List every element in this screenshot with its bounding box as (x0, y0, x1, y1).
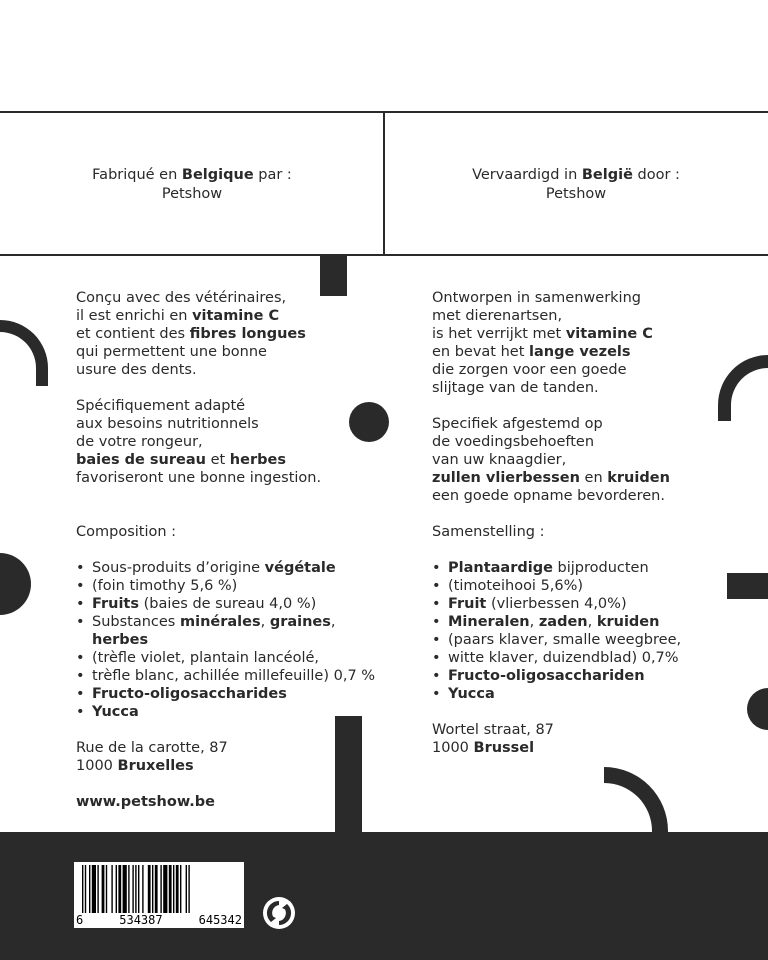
maker-fr: Fabriqué en Belgique par : Petshow (0, 166, 384, 204)
barcode-bar (176, 865, 179, 913)
nl-composition-list (432, 559, 722, 703)
list-item: • Mineralen, zaden, kruiden (432, 614, 660, 630)
barcode-bar (128, 865, 129, 913)
barcode-bar (135, 865, 136, 913)
deco-left-arc (0, 320, 50, 386)
maker-nl: Vervaardigd in België door : Petshow (384, 166, 768, 204)
list-item: • trèfle blanc, achillée millefeuille) 0,7 % (76, 668, 376, 684)
list-item: • Fructo-oligosaccharides (76, 686, 287, 702)
barcode-bar (163, 865, 167, 913)
nl-intro: Ontworpen in samenwerking met dierenartsen, is het verrijkt met vitamine C en bevat het lange vezels die zorgen voor een goede slijtage van de tanden. (432, 290, 653, 396)
barcode-bar (92, 865, 96, 913)
barcode-bar (82, 865, 83, 913)
deco-right-bar (727, 573, 768, 599)
list-item: • Yucca (76, 704, 139, 720)
list-item: • Sous-produits d’origine végétale (76, 560, 336, 576)
barcode-digits: 6 534387 645342 (76, 913, 242, 927)
list-item: • Fruit (vlierbessen 4,0%) (432, 596, 627, 612)
barcode-bar (97, 865, 98, 913)
green-dot-recycle-icon (262, 896, 296, 930)
barcode (74, 862, 244, 928)
barcode-bar (160, 865, 161, 913)
maker-fr-company: Petshow (161, 186, 223, 202)
list-item: • (trèfle violet, plantain lancéolé, (76, 650, 320, 666)
list-item: • (timoteihooi 5,6%) (432, 578, 584, 594)
fr-composition-title: Composition : (76, 524, 177, 540)
list-item: • Yucca (432, 686, 495, 702)
barcode-bar (173, 865, 174, 913)
list-item: • Fruits (baies de sureau 4,0 %) (76, 596, 317, 612)
fr-intro: Conçu avec des vétérinaires, il est enrichi en vitamine C et contient des fibres longues qui permettent une bonne usure des dents. (76, 290, 306, 378)
barcode-bar (188, 865, 189, 913)
deco-left-half-circle (0, 553, 32, 617)
fr-adapt: Spécifiquement adapté aux besoins nutritionnels de votre rongeur, baies de sureau et herbes favoriseront une bonne ingestion. (76, 398, 322, 486)
barcode-bar (85, 865, 86, 913)
barcode-bar (148, 865, 151, 913)
deco-bottom-arc (604, 767, 668, 833)
list-item: • Fructo-oligosacchariden (432, 668, 645, 684)
nl-address: Wortel straat, 87 1000 Brussel (432, 722, 554, 756)
barcode-bars (82, 865, 236, 913)
website-link[interactable]: www.petshow.be (76, 794, 216, 810)
barcode-bar (111, 865, 112, 913)
barcode-bar (138, 865, 139, 913)
fr-address: Rue de la carotte, 87 1000 Bruxelles (76, 740, 228, 774)
list-item: • Substances minérales, graines, herbes (76, 614, 336, 648)
list-item: • (foin timothy 5,6 %) (76, 578, 238, 594)
barcode-bar (106, 865, 107, 913)
french-column (76, 289, 376, 811)
deco-right-half-circle (746, 688, 768, 732)
barcode-bar (152, 865, 153, 913)
barcode-bar (155, 865, 158, 913)
barcode-bar (102, 865, 105, 913)
barcode-bar (118, 865, 121, 913)
barcode-bar (169, 865, 172, 913)
maker-nl-company: Petshow (545, 186, 607, 202)
list-item: • (paars klaver, smalle weegbree, (432, 632, 682, 648)
barcode-bar (132, 865, 133, 913)
barcode-bar (116, 865, 117, 913)
dutch-column (432, 289, 722, 757)
list-item: • Plantaardige bijproducten (432, 560, 649, 576)
nl-composition-title: Samenstelling : (432, 524, 545, 540)
barcode-bar (180, 865, 181, 913)
nl-adapt: Specifiek afgestemd op de voedingsbehoeften van uw knaagdier, zullen vlierbessen en kruiden een goede opname bevorderen. (432, 416, 670, 504)
barcode-bar (142, 865, 143, 913)
barcode-bar (89, 865, 90, 913)
fr-composition-list (76, 559, 376, 721)
deco-right-arc (718, 355, 768, 423)
barcode-bar (123, 865, 127, 913)
barcode-bar (186, 865, 187, 913)
list-item: • witte klaver, duizendblad) 0,7% (432, 650, 679, 666)
